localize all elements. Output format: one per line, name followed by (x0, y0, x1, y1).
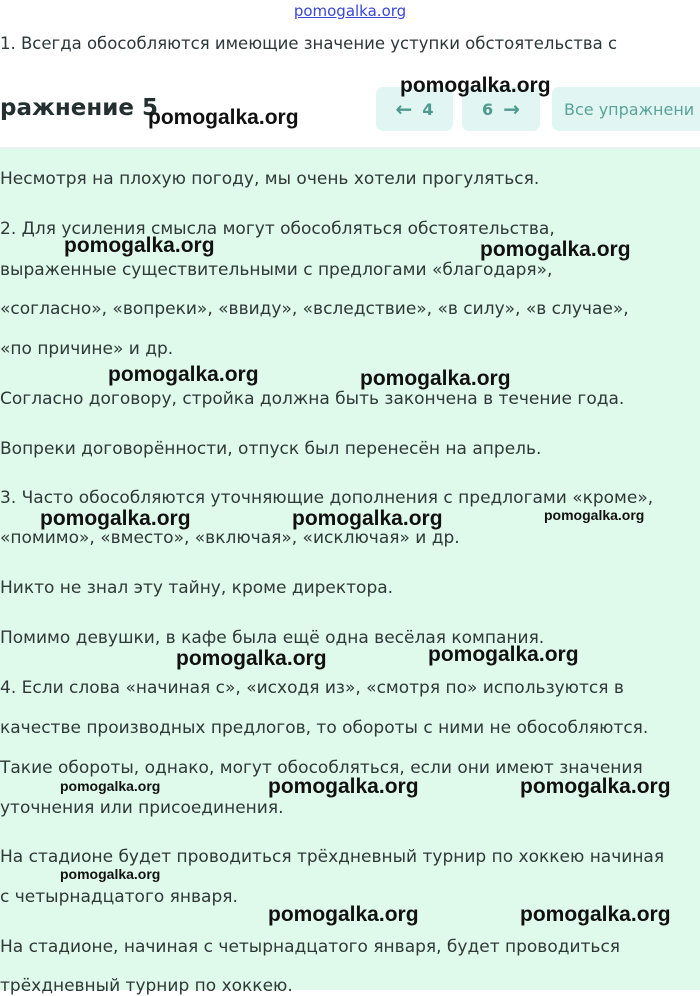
content-line: «помимо», «вместо», «включая», «исключая» и др. (0, 528, 460, 548)
content-line: На стадионе, начиная с четырнадцатого января, будет проводиться (0, 937, 621, 957)
exercise-title: ражнение 5 (0, 95, 158, 121)
watermark: pomogalka.org (268, 775, 419, 798)
content-line: качестве производных предлогов, то обороты с ними не обособляются. (0, 718, 649, 738)
site-link[interactable]: pomogalka.org (293, 2, 407, 20)
watermark: pomogalka.org (60, 778, 161, 794)
arrow-right-icon: → (503, 97, 520, 121)
content-line: выраженные существительными с предлогами «благодаря», (0, 260, 553, 280)
watermark: pomogalka.org (292, 507, 443, 530)
watermark: pomogalka.org (268, 903, 419, 926)
intro-text: 1. Всегда обособляются имеющие значение уступки обстоятельства с (0, 34, 618, 53)
all-exercises-label: Все упражнени (564, 99, 695, 119)
watermark: pomogalka.org (480, 238, 631, 261)
content-line: уточнения или присоединения. (0, 798, 284, 818)
content-line: 2. Для усиления смысла могут обособляться обстоятельства, (0, 219, 555, 239)
watermark: pomogalka.org (148, 106, 299, 129)
all-exercises-button[interactable] (552, 87, 700, 131)
content-line: Помимо девушки, в кафе была ещё одна весёлая компания. (0, 628, 545, 648)
content-line: Вопреки договорённости, отпуск был перенесён на апрель. (0, 439, 542, 459)
content-line: 4. Если слова «начиная с», «исходя из», «смотря по» используются в (0, 678, 624, 698)
content-line: «по причине» и др. (0, 339, 174, 359)
content-line: На стадионе будет проводиться трёхдневный турнир по хоккею начиная (0, 847, 665, 867)
watermark: pomogalka.org (60, 866, 161, 882)
watermark: pomogalka.org (520, 903, 671, 926)
watermark: pomogalka.org (428, 643, 579, 666)
content-line: Согласно договору, стройка должна быть закончена в течение года. (0, 389, 625, 409)
content-line: трёхдневный турнир по хоккею. (0, 976, 293, 996)
watermark: pomogalka.org (520, 775, 671, 798)
watermark: pomogalka.org (360, 367, 511, 390)
exercise-content (0, 149, 700, 996)
watermark: pomogalka.org (40, 507, 191, 530)
arrow-left-icon: ← (395, 97, 413, 121)
content-line: «согласно», «вопреки», «ввиду», «вследствие», «в силу», «в случае», (0, 299, 629, 319)
prev-exercise-label: 4 (422, 99, 434, 119)
next-exercise-label: 6 (482, 99, 494, 119)
watermark: pomogalka.org (64, 234, 215, 257)
content-line: Несмотря на плохую погоду, мы очень хотели прогуляться. (0, 169, 540, 189)
content-line: Никто не знал эту тайну, кроме директора. (0, 578, 394, 598)
content-line: с четырнадцатого января. (0, 887, 238, 907)
watermark: pomogalka.org (108, 363, 259, 386)
watermark: pomogalka.org (544, 507, 645, 523)
watermark: pomogalka.org (400, 74, 551, 97)
content-line: Такие обороты, однако, могут обособляться, если они имеют значения (0, 758, 643, 778)
content-line: 3. Часто обособляются уточняющие дополнения с предлогами «кроме», (0, 488, 654, 508)
watermark: pomogalka.org (176, 647, 327, 670)
